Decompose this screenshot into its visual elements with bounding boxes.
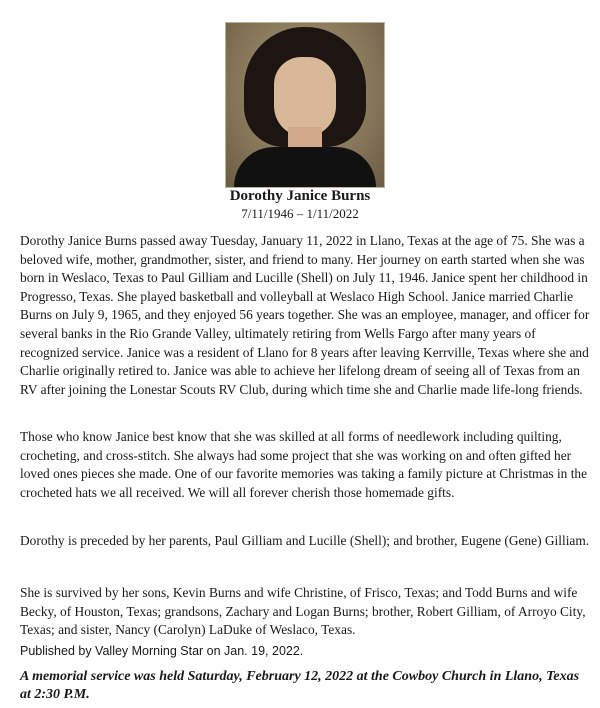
memorial-service-note: A memorial service was held Saturday, February 12, 2022 at the Cowboy Church in Llano, Texas at 2:30 P.M.	[20, 669, 580, 702]
obituary-paragraph-survived: She is survived by her sons, Kevin Burns and wife Christine, of Frisco, Texas; and Todd Burns and wife Becky, of Houston, Texas; grandsons, Zachary and Logan Burns; brother, Robert Gilliam, of Arroyo City, Texas; and sister, Nancy (Carolyn) LaDuke of Weslaco, Texas.	[20, 585, 586, 638]
obituary-paragraph-biography: Dorothy Janice Burns passed away Tuesday, January 11, 2022 in Llano, Texas at the age of 75. She was a beloved wife, mother, grandmother, sister, and friend to many. Her journey on earth started when she was born in Weslaco, Texas to Paul Gilliam and Lucille (Shell) on July 11, 1946. Janice spent her childhood in Progresso, Texas. She played basketball and volleyball at Weslaco High School. Janice married Charlie Burns on July 9, 1965, and they enjoyed 56 years together. She was an employee, manager, and officer for several banks in the Rio Grande Valley, ultimately retiring from Wells Fargo after many years of recognized service. Janice was a resident of Llano for 8 years after leaving Kerrville, Texas where she and Charlie originally retired to. Janice was able to achieve her lifelong dream of seeing all of Texas from an RV after joining the Lonestar Scouts RV Club, during which time she and Charlie made life-long friends.	[20, 233, 590, 397]
portrait-face	[274, 57, 336, 137]
portrait-dress	[234, 147, 376, 188]
deceased-name: Dorothy Janice Burns	[229, 188, 371, 204]
publication-note: Published by Valley Morning Star on Jan. 19, 2022.	[20, 644, 304, 658]
portrait-photo-icon	[225, 22, 385, 188]
obituary-paragraph-preceded: Dorothy is preceded by her parents, Paul Gilliam and Lucille (Shell); and brother, Eugene (Gene) Gilliam.	[20, 533, 590, 548]
life-dates: 7/11/1946 – 1/11/2022	[241, 206, 359, 221]
obituary-paragraph-needlework: Those who know Janice best know that she was skilled at all forms of needlework including quilting, crocheting, and cross-stitch. She always had some project that she was working on and often gifted her loved ones pieces she made. One of our favorite memories was taking a family picture at Christmas in the crocheted hats we all received. We will all forever cherish those homemade gifts.	[20, 429, 588, 500]
